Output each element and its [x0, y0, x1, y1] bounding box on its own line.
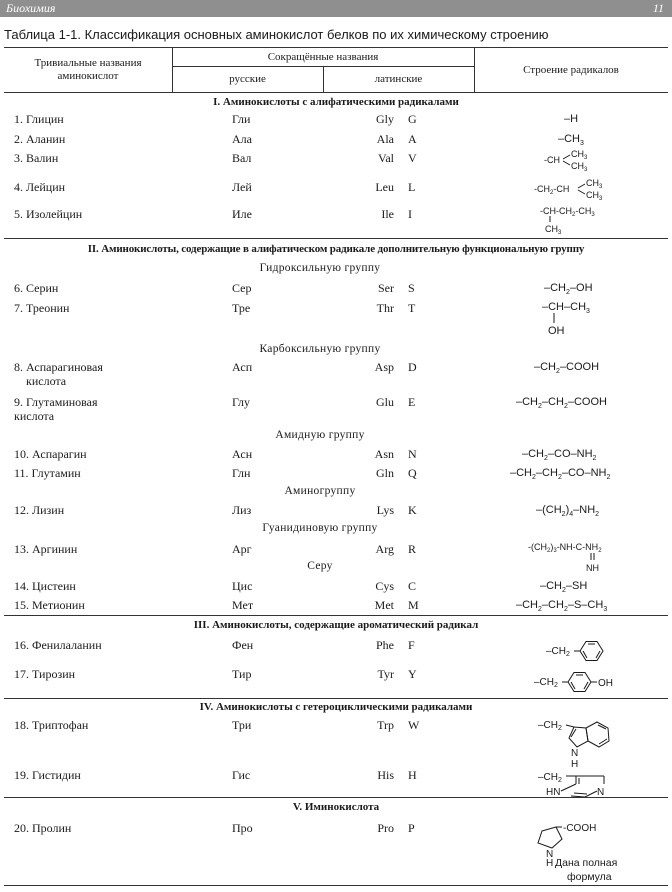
row-14-ru: Цис: [232, 579, 253, 593]
section-1-heading: I. Аминокислоты с алифатическими радикалами: [213, 96, 459, 108]
row-1-ru: Гли: [232, 112, 251, 126]
row-17-ru: Тир: [232, 667, 252, 681]
row-6-ru: Сер: [232, 281, 252, 295]
row-13-name: 13. Аргинин: [14, 542, 78, 556]
row-18-structure: [538, 714, 628, 768]
row-4-structure: [534, 177, 624, 207]
section-5-rule: [4, 797, 668, 798]
row-7-structure: [542, 298, 612, 338]
row-16-lat: Phe: [376, 638, 394, 652]
row-8-ru: Асп: [232, 360, 253, 374]
row-5-structure: [540, 204, 620, 236]
row-5-ru: Иле: [232, 207, 252, 221]
row-13-code: R: [408, 542, 417, 556]
row-2-lat: Ala: [376, 132, 394, 146]
svg-text:-CH2-CH: $-CH_2-CH$: [534, 184, 570, 196]
row-15-name: 15. Метионин: [14, 598, 85, 612]
row-20-lat: Pro: [377, 821, 394, 835]
row-3-code: V: [408, 151, 417, 165]
row-16-code: F: [408, 638, 415, 652]
row-5-code: I: [408, 207, 412, 221]
row-6-lat: Ser: [378, 281, 394, 295]
row-13-lat: Arg: [375, 542, 394, 556]
subgroup-amide: Амидную группу: [275, 429, 365, 441]
row-11-lat: Gln: [376, 466, 394, 480]
table-top-rule: [4, 47, 668, 48]
row-6-code: S: [408, 281, 415, 295]
row-11-name: 11. Глутамин: [14, 466, 81, 480]
row-5-lat: Ile: [381, 207, 394, 221]
table-header-rule: [4, 92, 668, 93]
row-2-code: A: [408, 132, 417, 146]
row-15-ru: Мет: [232, 598, 254, 612]
subgroup-carboxy: Карбоксильную группу: [259, 343, 381, 355]
col-header-structure: Строение радикалов: [523, 64, 619, 76]
row-14-code: C: [408, 579, 417, 593]
subgroup-amino: Аминогруппу: [284, 485, 356, 497]
row-11-code: Q: [408, 466, 417, 480]
row-9-name-line2: кислота: [14, 409, 55, 423]
section-4-rule: [4, 698, 668, 699]
row-18-code: W: [408, 718, 420, 732]
row-19-lat: His: [377, 768, 394, 782]
row-10-lat: Asn: [374, 447, 394, 461]
svg-text:HN: HN: [546, 787, 561, 798]
row-9-code: E: [408, 395, 416, 409]
row-20-name: 20. Пролин: [14, 821, 72, 835]
row-16-structure: [546, 636, 616, 666]
row-10-ru: Асн: [232, 447, 253, 461]
row-17-name: 17. Тирозин: [14, 667, 76, 681]
row-7-name: 7. Треонин: [14, 301, 70, 315]
row-1-lat: Gly: [376, 112, 394, 126]
row-6-structure: $-CH_2-OH$: [544, 282, 593, 297]
row-17-structure: [534, 667, 634, 697]
row-4-lat: Leu: [375, 180, 394, 194]
svg-text:H: H: [571, 759, 579, 770]
row-12-code: K: [408, 503, 417, 517]
row-8-structure: $-CH_2$–COOH: [534, 361, 600, 376]
svg-text:–CH2: $-CH_2$: [534, 677, 558, 689]
row-6-name: 6. Серин: [14, 281, 59, 295]
row-4-code: L: [408, 180, 416, 194]
svg-text:H: H: [546, 858, 554, 869]
svg-text:–CH2: $-CH_2$: [538, 772, 562, 784]
row-5-name: 5. Изолейцин: [14, 207, 83, 221]
row-14-structure: $-CH_2-SH$: [540, 580, 588, 595]
row-14-name: 14. Цистеин: [14, 579, 76, 593]
col-header-trivial-line1: Тривиальные названия: [34, 57, 142, 69]
svg-text:-CH-CH2-CH3: $-CH-CH_2-CH_3$: [540, 206, 595, 218]
row-20-proline-h: [543, 858, 553, 872]
section-2-heading: II. Аминокислоты, содержащие в алифатическом радикале дополнительную функциональную группу: [87, 243, 585, 255]
row-8-name: [14, 360, 103, 388]
row-18-name: 18. Триптофан: [14, 718, 89, 732]
col-header-trivial: [4, 57, 172, 83]
svg-text:N: N: [571, 748, 579, 759]
row-11-structure: $-CH_2-CH_2-CO-NH_2$: [510, 467, 611, 482]
section-5-heading: V. Иминокислота: [292, 801, 380, 813]
row-12-lat: Lys: [376, 503, 394, 517]
svg-text:-(CH2)3-NH-C-NH2: $-(CH_2)_3-NH-C-NH_2$: [528, 542, 602, 554]
row-9-structure: $-CH_2-CH_2$–COOH: [516, 396, 607, 411]
row-9-name: [14, 395, 98, 423]
row-2-name: 2. Аланин: [14, 132, 66, 146]
svg-text:-COOH: -COOH: [563, 823, 597, 834]
row-17-code: Y: [408, 667, 417, 681]
svg-text:CH3: $CH_3$: [586, 178, 603, 190]
row-3-name: 3. Валин: [14, 151, 59, 165]
row-19-name: 19. Гистидин: [14, 768, 81, 782]
row-15-structure: $-CH_2-CH_2-S-CH_3$: [516, 599, 608, 614]
row-8-code: D: [408, 360, 417, 374]
row-1-structure: –H: [564, 113, 579, 125]
row-9-lat: Glu: [376, 395, 394, 409]
row-12-structure: $-(CH_2)_4-NH_2$: [536, 504, 600, 519]
svg-text:N: N: [597, 787, 605, 798]
svg-text:-CH: -CH: [544, 155, 560, 165]
svg-text:CH3: $CH_3$: [545, 224, 562, 236]
row-11-ru: Глн: [232, 466, 251, 480]
header-book-title: Биохимия: [6, 1, 56, 15]
svg-text:N: N: [546, 849, 554, 860]
svg-text:–CH2: $-CH_2$: [538, 720, 562, 732]
col-header-ru: русские: [229, 73, 266, 85]
row-15-code: M: [408, 598, 419, 612]
row-10-code: N: [408, 447, 417, 461]
row-19-structure: [538, 764, 628, 800]
row-20-note-line1: Дана полная: [555, 857, 618, 869]
row-9-name-line1: 9. Глутаминовая: [14, 395, 98, 409]
col-header-lat: латинские: [374, 73, 423, 85]
row-19-code: H: [408, 768, 417, 782]
row-12-name: 12. Лизин: [14, 503, 65, 517]
row-16-name: 16. Фенилаланин: [14, 638, 102, 652]
row-7-lat: Thr: [376, 301, 394, 315]
subgroup-sulfur: Серу: [307, 560, 333, 572]
table-title: Таблица 1-1. Классификация основных аминокислот белков по их химическому строению: [4, 27, 549, 42]
row-20-code: P: [408, 821, 415, 835]
row-4-name: 4. Лейцин: [14, 180, 66, 194]
row-7-code: T: [408, 301, 416, 315]
svg-text:–CH–CH3: $-CH-CH_3$: [542, 301, 590, 315]
row-2-structure: $-CH_3$: [558, 133, 584, 148]
svg-text:CH3: $CH_3$: [571, 149, 588, 161]
svg-text:NH: NH: [586, 563, 599, 573]
row-20-note-line2: формула: [567, 871, 612, 883]
row-16-ru: Фен: [232, 638, 254, 652]
row-3-ru: Вал: [232, 151, 252, 165]
row-1-name: 1. Глицин: [14, 112, 64, 126]
row-8-name-line2: кислота: [26, 374, 67, 388]
col-header-abbr: Сокращённые названия: [267, 51, 379, 63]
section-4-heading: IV. Аминокислоты с гетероциклическими радикалами: [199, 701, 473, 713]
row-12-ru: Лиз: [232, 503, 252, 517]
row-15-lat: Met: [374, 598, 394, 612]
svg-text:OH: OH: [598, 678, 613, 689]
row-8-name-line1: 8. Аспарагиновая: [14, 360, 103, 374]
row-3-lat: Val: [378, 151, 394, 165]
row-14-lat: Cys: [375, 579, 394, 593]
section-3-rule: [4, 615, 668, 616]
row-7-ru: Тре: [232, 301, 251, 315]
subgroup-hydroxy: Гидроксильную группу: [259, 262, 381, 274]
row-2-ru: Ала: [232, 132, 252, 146]
row-9-ru: Глу: [232, 395, 251, 409]
row-3-structure: [544, 148, 604, 178]
row-4-ru: Лей: [232, 180, 252, 194]
row-18-lat: Trp: [377, 718, 394, 732]
page-number: 11: [652, 1, 664, 15]
table-bottom-rule: [4, 885, 668, 886]
row-20-structure: [530, 817, 610, 860]
section-2-rule: [4, 238, 668, 239]
row-10-name: 10. Аспарагин: [14, 447, 87, 461]
row-1-code: G: [408, 112, 417, 126]
running-header: [0, 0, 672, 17]
row-8-lat: Asp: [374, 360, 394, 374]
row-13-ru: Арг: [232, 542, 252, 556]
row-20-ru: Про: [232, 821, 253, 835]
row-17-lat: Tyr: [377, 667, 394, 681]
svg-text:CH3: $CH_3$: [586, 190, 603, 202]
row-10-structure: $-CH_2-CO-NH_2$: [522, 448, 597, 463]
svg-text:OH: OH: [548, 325, 565, 337]
row-18-ru: Три: [232, 718, 252, 732]
svg-text:CH3: $CH_3$: [571, 161, 588, 173]
section-3-heading: III. Аминокислоты, содержащие ароматический радикал: [193, 619, 479, 631]
subgroup-guanidino: Гуанидиновую группу: [262, 522, 378, 534]
svg-text:–CH2: $-CH_2$: [546, 646, 570, 658]
row-19-ru: Гис: [232, 768, 251, 782]
col-header-trivial-line2: аминокислот: [57, 70, 119, 82]
